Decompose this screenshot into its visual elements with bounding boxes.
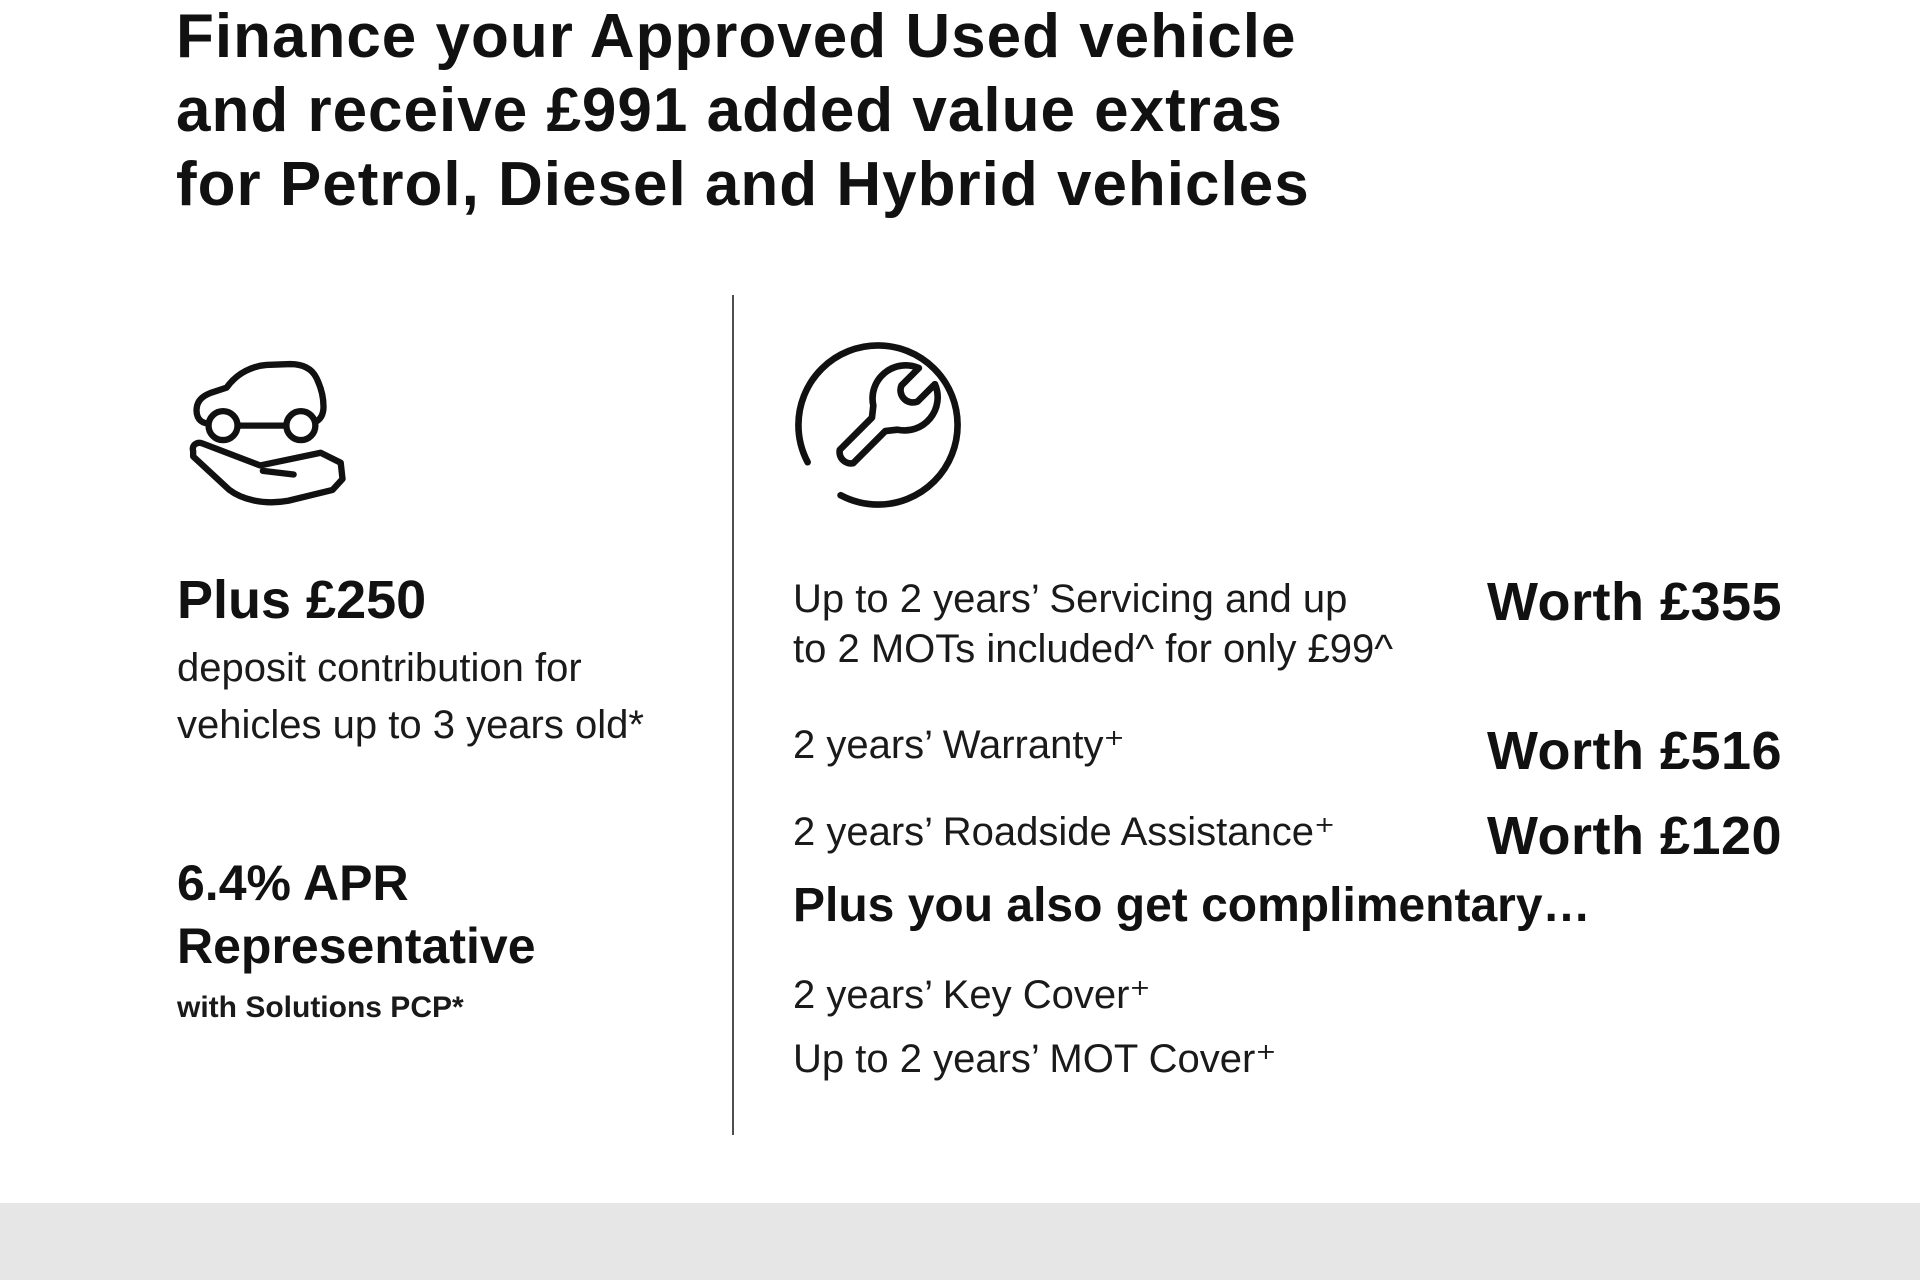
page-title [176, 0, 1310, 222]
footer-bar [0, 1203, 1920, 1280]
headline-line-1: Finance your Approved Used vehicle [176, 2, 1297, 71]
deposit-description-line-1: deposit contribution for [177, 646, 582, 690]
apr-finance-product-note: with Solutions PCP* [177, 991, 464, 1024]
benefit-roadside-label: 2 years’ Roadside Assistance⁺ [793, 810, 1336, 854]
benefit-warranty-label: 2 years’ Warranty⁺ [793, 723, 1125, 767]
deposit-offer-amount: Plus £250 [177, 570, 427, 630]
complimentary-key-cover: 2 years’ Key Cover⁺ [793, 973, 1151, 1017]
benefit-warranty-worth: Worth £516 [1487, 721, 1783, 781]
benefit-servicing-line-2: to 2 MOTs included^ for only £99^ [793, 627, 1394, 671]
deposit-description-line-2: vehicles up to 3 years old* [177, 703, 644, 747]
headline-line-2: and receive £991 added value extras [176, 76, 1283, 145]
benefit-servicing-worth: Worth £355 [1487, 572, 1783, 632]
complimentary-mot-cover: Up to 2 years’ MOT Cover⁺ [793, 1037, 1277, 1081]
benefit-roadside-worth: Worth £120 [1487, 806, 1783, 866]
apr-line-2: Representative [177, 918, 536, 974]
headline-line-3: for Petrol, Diesel and Hybrid vehicles [176, 150, 1310, 219]
wrench-circle-icon [788, 335, 968, 515]
benefit-servicing-label [793, 574, 1393, 674]
apr-rate [177, 852, 536, 978]
benefit-servicing-line-1: Up to 2 years’ Servicing and up [793, 577, 1348, 621]
complimentary-heading: Plus you also get complimentary… [793, 879, 1591, 932]
deposit-offer-description [177, 640, 644, 754]
apr-line-1: 6.4% APR [177, 855, 409, 911]
car-over-hand-icon [180, 336, 362, 508]
vertical-divider [732, 295, 734, 1135]
